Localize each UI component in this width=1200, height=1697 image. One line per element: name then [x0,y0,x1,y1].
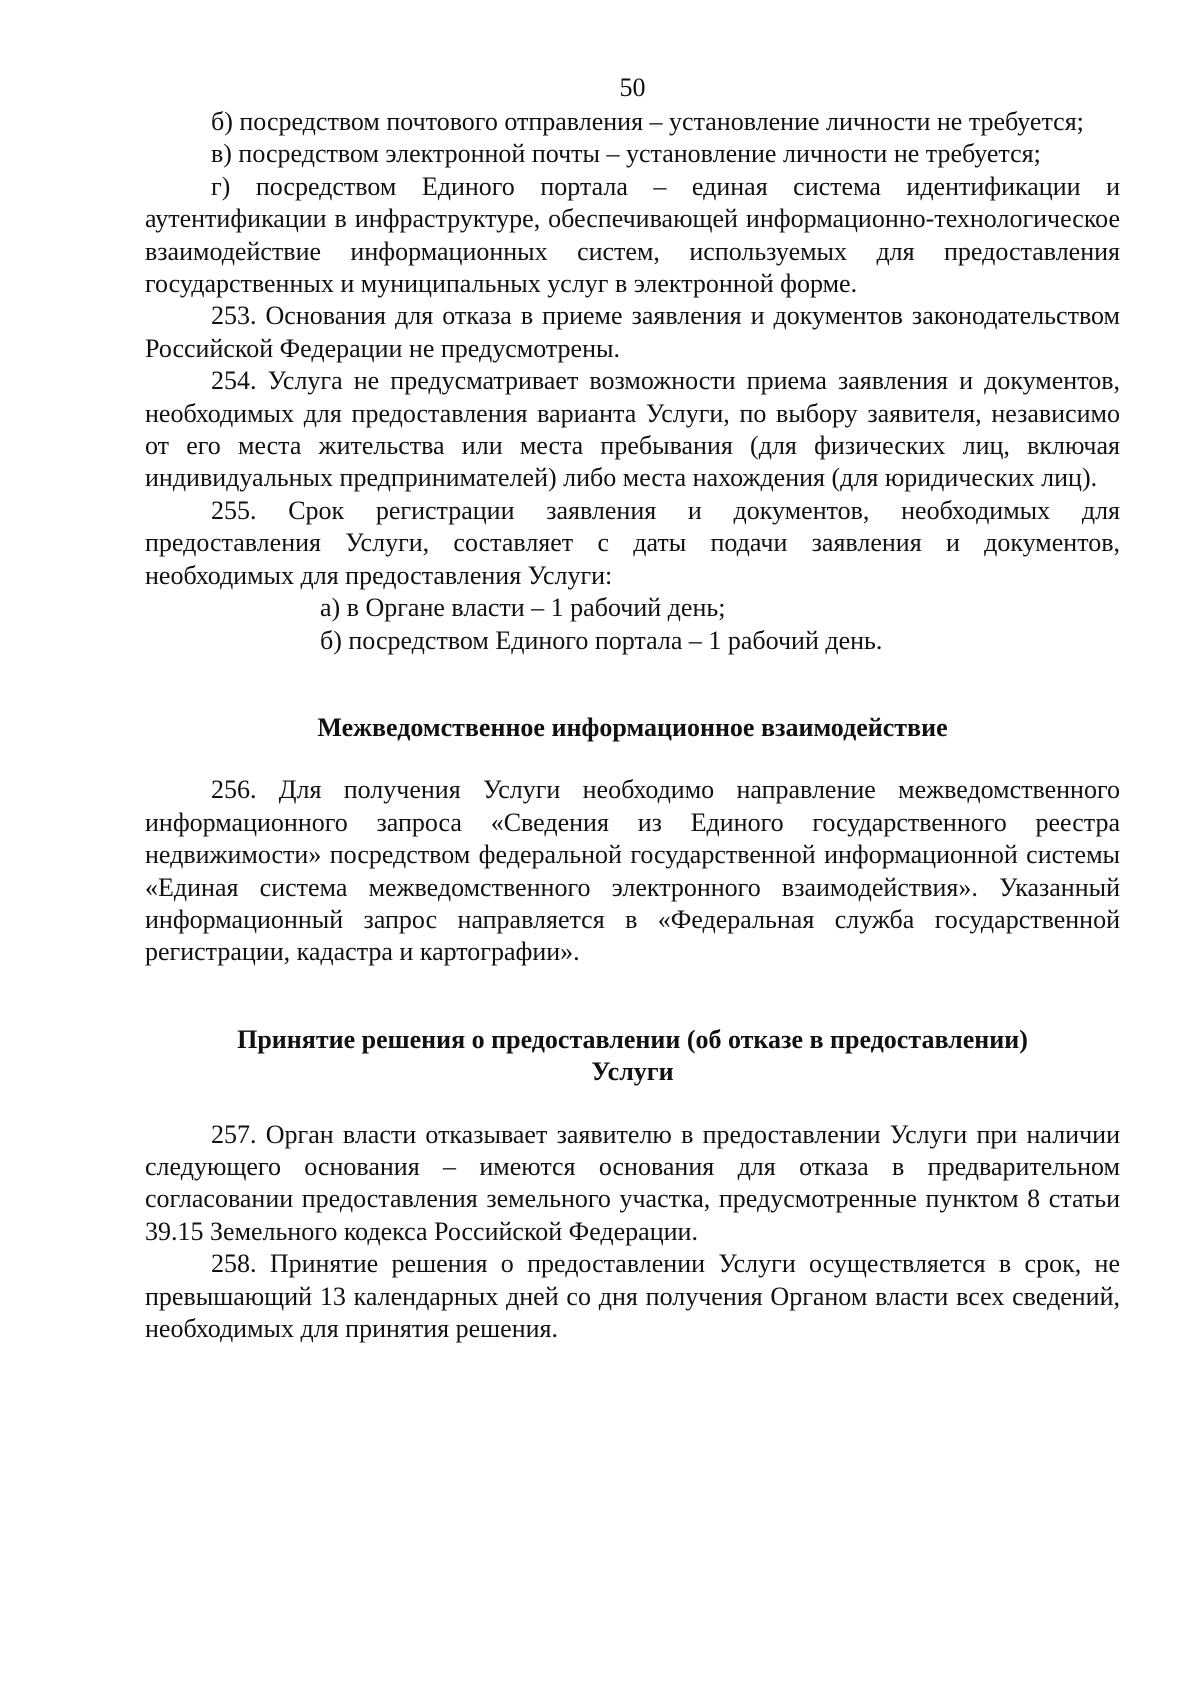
paragraph-258: 258. Принятие решения о предоставлении Услуги осуществляется в срок, не превышающий 13 календарных дней со дня получения Органом власти всех сведений, необходимых для принятия решения. [145,1249,1120,1343]
document-page [145,72,1120,1345]
spacer [145,744,1120,774]
paragraph-b-postal: б) посредством почтового отправления – установление личности не требуется; [211,107,1084,136]
spacer [145,657,1120,712]
section-heading-decision-line2: Услуги [591,1057,674,1087]
paragraph-256: 256. Для получения Услуги необходимо направление межведомственного информационного запроса «Сведения из Единого государственного реестра недвижимости» посредством федеральной государственной информационной системы «Единая система межведомственного электронного взаимодействия». Указанный информационный запрос направляется в «Федеральная служба государственной регистрации, кадастра и картографии». [145,775,1120,967]
paragraph-v-email: в) посредством электронной почты – установление личности не требуется; [211,139,1041,169]
paragraph-255: 255. Срок регистрации заявления и документов, необходимых для предоставления Услуги, составляет с даты подачи заявления и документов, необходимых для предоставления Услуги: [145,495,1120,590]
term-list-item-portal: б) посредством Единого портала – 1 рабочий день. [320,625,883,655]
paragraph-253: 253. Основания для отказа в приеме заявления и документов законодательством Российской Федерации не предусмотрены. [145,301,1120,363]
paragraph-g-portal: г) посредством Единого портала – единая система идентификации и аутентификации в инфраструктуре, обеспечивающей информационно-технологическое взаимодействие информационных систем, используемых для предоставления государственных и муниципальных услуг в электронной форме. [145,171,1120,299]
paragraph-254: 254. Услуга не предусматривает возможности приема заявления и документов, необходимых для предоставления варианта Услуги, по выбору заявителя, независимо от его места жительства или места пребывания (для физических лиц, включая индивидуальных предпринимателей) либо места нахождения (для юридических лиц). [145,366,1120,493]
spacer [145,1089,1120,1119]
spacer [145,969,1120,1024]
page-number: 50 [619,73,646,102]
term-list-item-authority: а) в Органе власти – 1 рабочий день; [320,593,726,623]
paragraph-257: 257. Орган власти отказывает заявителю в предоставлении Услуги при наличии следующего основания – имеются основания для отказа в предварительном согласовании предоставления земельного участка, предусмотренные пунктом 8 статьи 39.15 Земельного кодекса Российской Федерации. [145,1119,1120,1246]
section-heading-interagency: Межведомственное информационное взаимодействие [317,712,948,742]
section-heading-decision-line1: Принятие решения о предоставлении (об отказе в предоставлении) [237,1024,1028,1054]
